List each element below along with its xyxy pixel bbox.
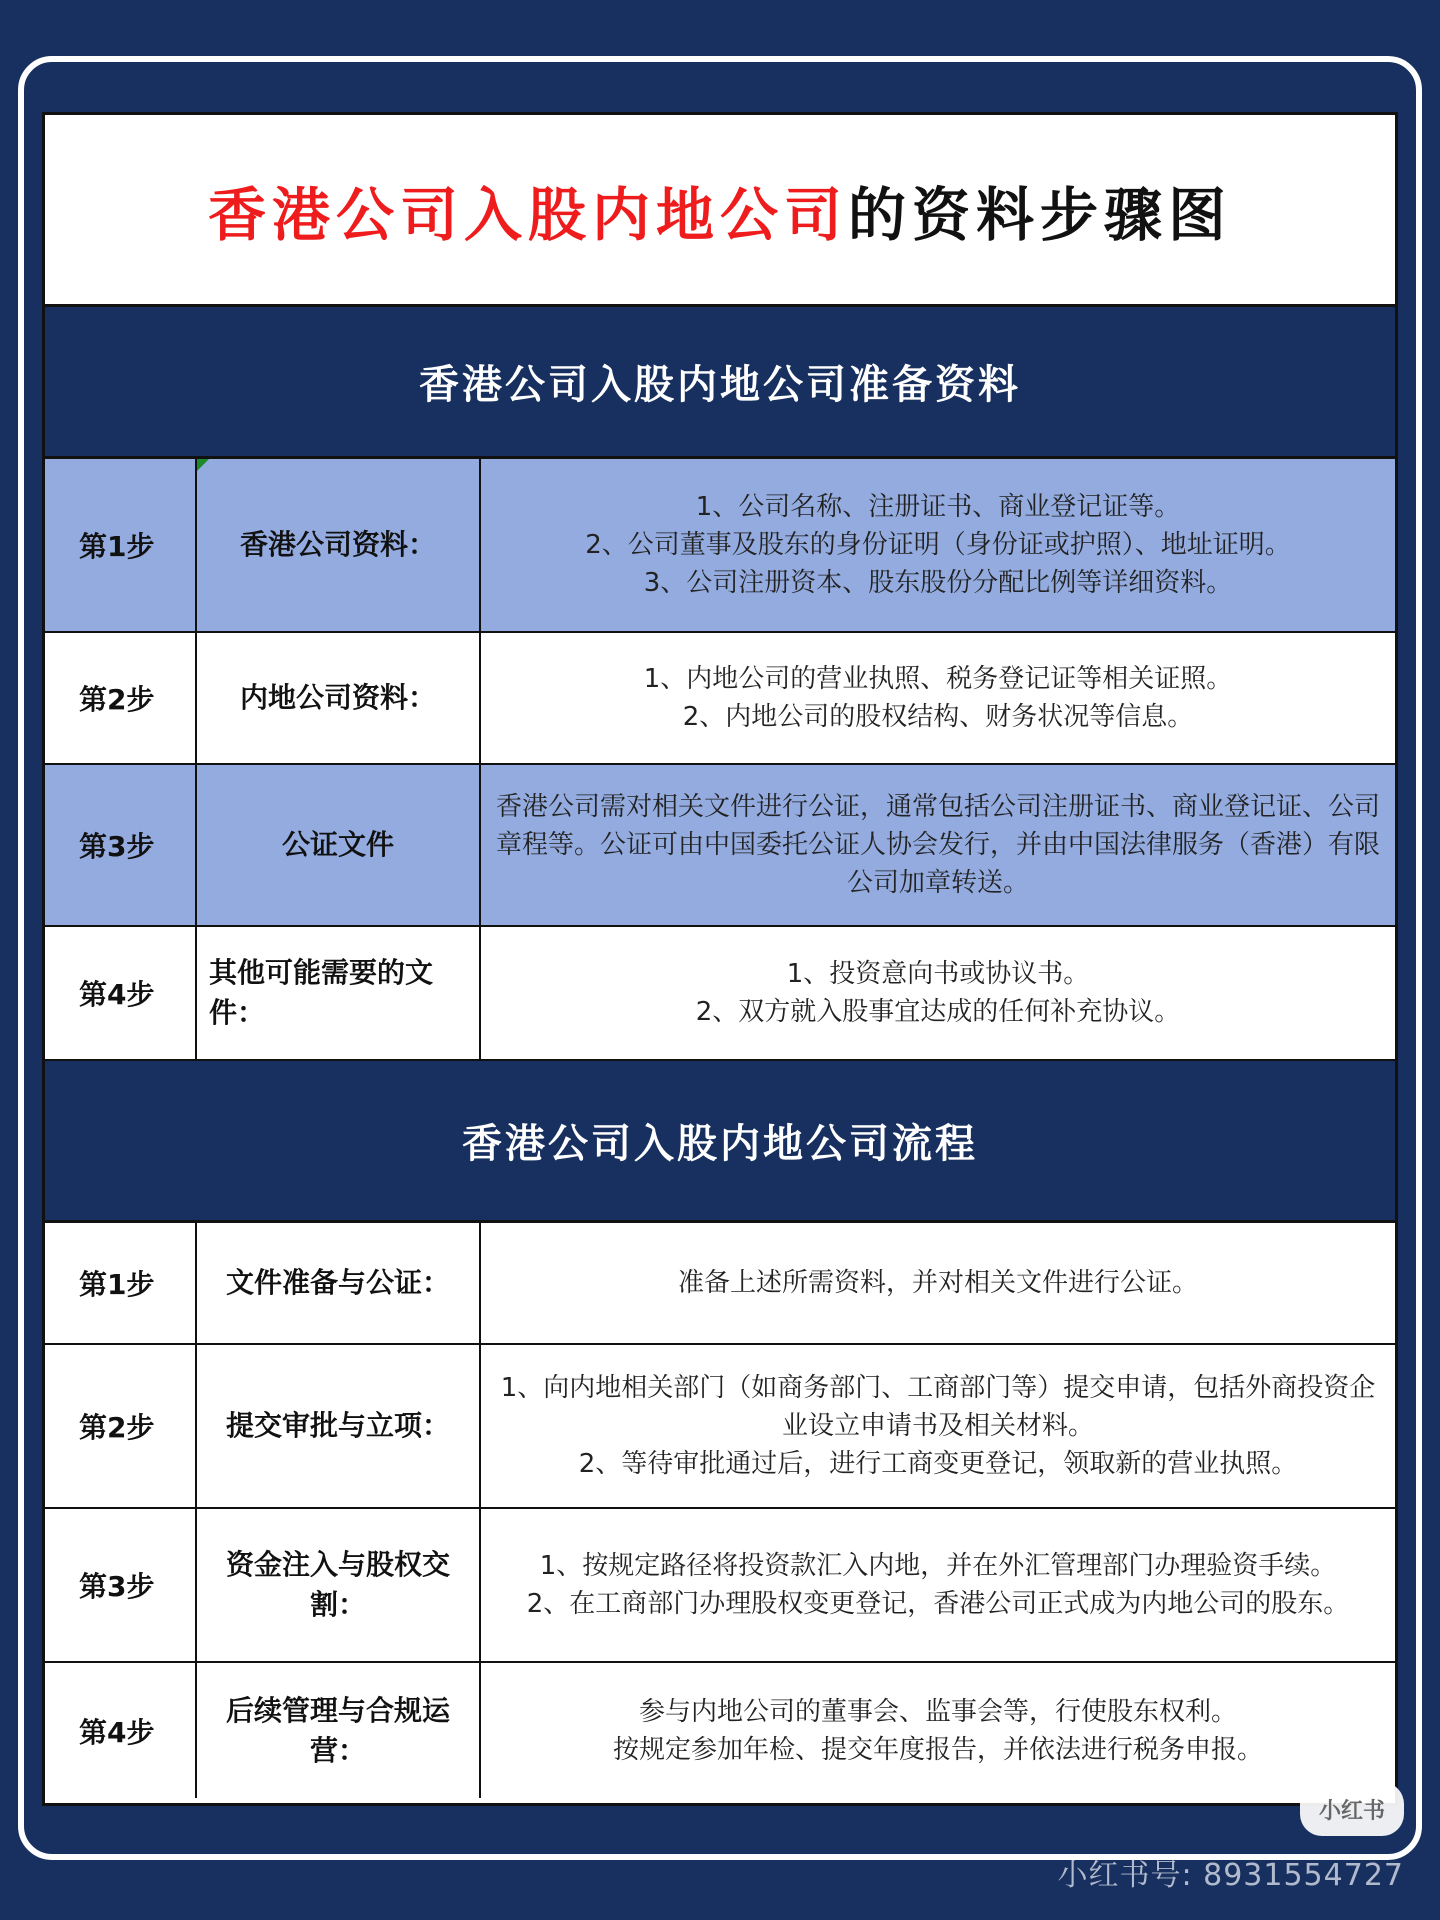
- detail-line: 香港公司需对相关文件进行公证，通常包括公司注册证书、商业登记证、公司章程等。公证可由中国委托公证人协会发行，并由中国法律服务（香港）有限公司加章转送。: [495, 792, 1380, 898]
- step-label: 第1步: [45, 1223, 197, 1343]
- item-name: 内地公司资料：: [197, 633, 481, 763]
- title-red-part: 香港公司入股内地公司: [207, 180, 848, 249]
- item-detail: [481, 633, 1395, 763]
- detail-line: 2、双方就入股事宜达成的任何补充协议。: [695, 997, 1181, 1027]
- item-detail: [481, 1663, 1395, 1798]
- page-title: [208, 168, 1232, 252]
- xiaohongshu-logo: 小红书: [1300, 1782, 1404, 1836]
- detail-line: 1、向内地相关部门（如商务部门、工商部门等）提交申请，包括外商投资企业设立申请书及相关材料。: [500, 1373, 1376, 1441]
- detail-line: 1、公司名称、注册证书、商业登记证等。: [695, 492, 1181, 522]
- watermark-account-id: 小红书号: 8931554727: [1057, 1858, 1404, 1893]
- title-black-part: 的资料步骤图: [848, 180, 1233, 249]
- step-label: 第3步: [45, 765, 197, 925]
- item-name: 其他可能需要的文件：: [197, 927, 481, 1059]
- step-label: 第3步: [45, 1509, 197, 1661]
- item-detail: [481, 927, 1395, 1059]
- step-label: 第2步: [45, 633, 197, 763]
- detail-line: 2、公司董事及股东的身份证明（身份证或护照）、地址证明。: [585, 530, 1291, 560]
- cell-marker-icon: [197, 459, 209, 471]
- step-label: 第4步: [45, 927, 197, 1059]
- table-row: [45, 765, 1395, 927]
- item-detail: [481, 1223, 1395, 1343]
- detail-line: 2、内地公司的股权结构、财务状况等信息。: [682, 702, 1194, 732]
- table-row: [45, 1345, 1395, 1509]
- section-heading-process: 香港公司入股内地公司流程: [45, 1061, 1395, 1223]
- step-label: 第4步: [45, 1663, 197, 1798]
- detail-line: 准备上述所需资料，并对相关文件进行公证。: [677, 1268, 1198, 1298]
- table-row: [45, 633, 1395, 765]
- detail-line: 3、公司注册资本、股东股份分配比例等详细资料。: [643, 568, 1233, 598]
- detail-line: 参与内地公司的董事会、监事会等，行使股东权利。: [638, 1696, 1237, 1727]
- table-row: [45, 459, 1395, 633]
- document-sheet: [42, 112, 1398, 1806]
- item-name: 后续管理与合规运营：: [197, 1663, 481, 1798]
- table-row: [45, 1223, 1395, 1345]
- step-label: 第1步: [45, 459, 197, 631]
- table-row: [45, 927, 1395, 1061]
- item-name: 提交审批与立项：: [197, 1345, 481, 1507]
- title-row: [45, 115, 1395, 307]
- detail-line: 2、等待审批通过后，进行工商变更登记，领取新的营业执照。: [578, 1449, 1298, 1479]
- detail-line: 1、内地公司的营业执照、税务登记证等相关证照。: [643, 664, 1233, 694]
- detail-line: 2、在工商部门办理股权变更登记，香港公司正式成为内地公司的股东。: [526, 1589, 1350, 1619]
- item-name: 公证文件: [197, 765, 481, 925]
- detail-line: 1、按规定路径将投资款汇入内地，并在外汇管理部门办理验资手续。: [539, 1551, 1337, 1581]
- table-row: [45, 1663, 1395, 1798]
- item-name: 文件准备与公证：: [197, 1223, 481, 1343]
- item-detail: [481, 459, 1395, 631]
- item-name: 香港公司资料：: [197, 459, 481, 631]
- section-heading-preparation: 香港公司入股内地公司准备资料: [45, 307, 1395, 459]
- item-detail: [481, 765, 1395, 925]
- detail-line: 1、投资意向书或协议书。: [786, 959, 1090, 989]
- table-row: [45, 1509, 1395, 1663]
- item-detail: [481, 1509, 1395, 1661]
- item-name: 资金注入与股权交割：: [197, 1509, 481, 1661]
- step-label: 第2步: [45, 1345, 197, 1507]
- item-detail: [481, 1345, 1395, 1507]
- detail-line: 按规定参加年检、提交年度报告，并依法进行税务申报。: [612, 1734, 1263, 1765]
